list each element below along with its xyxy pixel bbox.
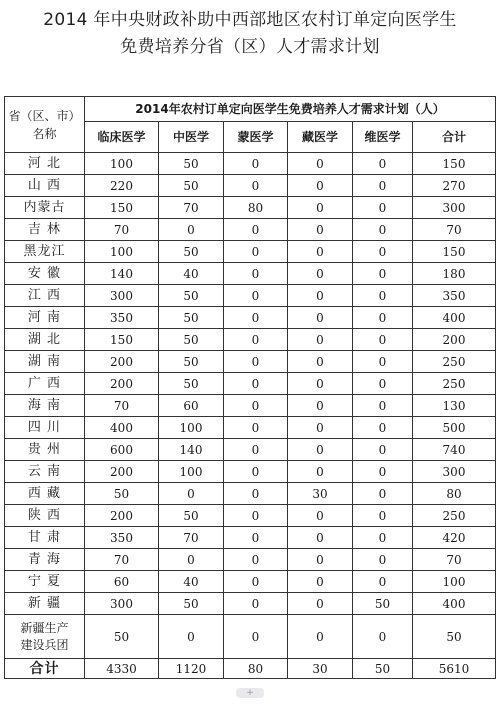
province-cell: 湖 北: [5, 329, 85, 351]
value-cell: 0: [288, 307, 353, 329]
column-header: 维医学: [353, 122, 413, 153]
column-header: 蒙医学: [224, 122, 288, 153]
value-cell: 0: [353, 263, 413, 285]
value-cell: 350: [413, 285, 496, 307]
province-cell: 河 南: [5, 307, 85, 329]
value-cell: 50: [159, 285, 224, 307]
value-cell: 0: [353, 219, 413, 241]
value-cell: 100: [85, 241, 159, 263]
value-cell: 100: [159, 461, 224, 483]
value-cell: 200: [85, 461, 159, 483]
value-cell: 40: [159, 263, 224, 285]
value-cell: 350: [85, 527, 159, 549]
value-cell: 0: [288, 571, 353, 593]
total-value-cell: 30: [288, 659, 353, 679]
value-cell: 0: [353, 285, 413, 307]
table-row: [5, 351, 496, 373]
table-row: [5, 461, 496, 483]
value-cell: 0: [224, 351, 288, 373]
value-cell: 70: [159, 527, 224, 549]
value-cell: 0: [224, 373, 288, 395]
value-cell: 60: [85, 571, 159, 593]
value-cell: 0: [353, 615, 413, 659]
page-title-line-2: 免费培养分省（区）人才需求计划: [120, 37, 380, 57]
value-cell: 150: [85, 329, 159, 351]
value-cell: 50: [413, 615, 496, 659]
value-cell: 140: [159, 439, 224, 461]
value-cell: 0: [353, 241, 413, 263]
value-cell: 0: [353, 307, 413, 329]
total-value-cell: 4330: [85, 659, 159, 679]
value-cell: 0: [224, 219, 288, 241]
table-row: [5, 329, 496, 351]
table-row: [5, 373, 496, 395]
province-cell: 新 疆: [5, 593, 85, 615]
value-cell: 0: [224, 483, 288, 505]
page-title-line-1: 2014 年中央财政补助中西部地区农村订单定向医学生: [43, 10, 457, 30]
value-cell: 0: [288, 373, 353, 395]
value-cell: 150: [85, 197, 159, 219]
value-cell: 0: [353, 483, 413, 505]
value-cell: 0: [159, 549, 224, 571]
value-cell: 0: [224, 505, 288, 527]
table-body: [5, 153, 496, 679]
value-cell: 250: [413, 351, 496, 373]
value-cell: 0: [353, 417, 413, 439]
column-header: 藏医学: [288, 122, 353, 153]
province-cell: 河 北: [5, 153, 85, 175]
province-cell: 青 海: [5, 549, 85, 571]
value-cell: 220: [85, 175, 159, 197]
value-cell: 0: [353, 373, 413, 395]
province-header-line-1: 省（区、市）: [8, 108, 81, 123]
value-cell: 0: [224, 439, 288, 461]
value-cell: 0: [353, 153, 413, 175]
table-row: [5, 439, 496, 461]
value-cell: 0: [224, 329, 288, 351]
value-cell: 0: [288, 351, 353, 373]
value-cell: 0: [288, 219, 353, 241]
value-cell: 0: [288, 527, 353, 549]
value-cell: 250: [413, 505, 496, 527]
value-cell: 70: [85, 395, 159, 417]
value-cell: 0: [353, 329, 413, 351]
value-cell: 0: [224, 549, 288, 571]
talent-demand-table: [4, 96, 496, 679]
table-row: [5, 263, 496, 285]
value-cell: 50: [159, 329, 224, 351]
value-cell: 200: [85, 351, 159, 373]
value-cell: 740: [413, 439, 496, 461]
total-label: 合计: [5, 659, 85, 679]
value-cell: 50: [85, 483, 159, 505]
value-cell: 300: [413, 461, 496, 483]
value-cell: 0: [353, 571, 413, 593]
value-cell: 50: [159, 241, 224, 263]
table-row: [5, 153, 496, 175]
value-cell: 350: [85, 307, 159, 329]
table-row: [5, 483, 496, 505]
value-cell: 0: [288, 395, 353, 417]
value-cell: 400: [413, 593, 496, 615]
value-cell: 0: [159, 615, 224, 659]
province-cell: 江 西: [5, 285, 85, 307]
value-cell: 50: [159, 307, 224, 329]
value-cell: 300: [85, 285, 159, 307]
value-cell: 50: [159, 593, 224, 615]
province-cell: 黑龙江: [5, 241, 85, 263]
province-cell: 陕 西: [5, 505, 85, 527]
value-cell: 420: [413, 527, 496, 549]
value-cell: 300: [85, 593, 159, 615]
value-cell: 600: [85, 439, 159, 461]
value-cell: 400: [413, 307, 496, 329]
value-cell: 0: [353, 351, 413, 373]
value-cell: 50: [353, 593, 413, 615]
value-cell: 150: [413, 241, 496, 263]
total-value-cell: 1120: [159, 659, 224, 679]
value-cell: 0: [224, 307, 288, 329]
value-cell: 80: [224, 197, 288, 219]
value-cell: 0: [288, 461, 353, 483]
value-cell: 100: [413, 571, 496, 593]
table-row: [5, 241, 496, 263]
value-cell: 0: [224, 241, 288, 263]
value-cell: 70: [85, 219, 159, 241]
value-cell: 0: [159, 219, 224, 241]
table-row: [5, 527, 496, 549]
value-cell: 0: [224, 175, 288, 197]
value-cell: 0: [353, 527, 413, 549]
page-marker: +: [236, 688, 264, 698]
value-cell: 50: [159, 373, 224, 395]
value-cell: 200: [85, 373, 159, 395]
province-cell: 四 川: [5, 417, 85, 439]
value-cell: 150: [413, 153, 496, 175]
value-cell: 0: [224, 153, 288, 175]
province-cell: 云 南: [5, 461, 85, 483]
value-cell: 50: [159, 351, 224, 373]
value-cell: 70: [413, 549, 496, 571]
value-cell: 70: [85, 549, 159, 571]
province-cell: 贵 州: [5, 439, 85, 461]
table-row: [5, 505, 496, 527]
value-cell: 0: [288, 175, 353, 197]
value-cell: 50: [159, 505, 224, 527]
value-cell: 0: [224, 285, 288, 307]
column-header: 合计: [413, 122, 496, 153]
column-header: 中医学: [159, 122, 224, 153]
value-cell: 70: [413, 219, 496, 241]
value-cell: 0: [288, 417, 353, 439]
table-row: [5, 175, 496, 197]
value-cell: 0: [288, 615, 353, 659]
value-cell: 0: [224, 527, 288, 549]
value-cell: 100: [85, 153, 159, 175]
value-cell: 50: [85, 615, 159, 659]
value-cell: 50: [159, 153, 224, 175]
value-cell: 60: [159, 395, 224, 417]
value-cell: 0: [288, 285, 353, 307]
table-row: [5, 395, 496, 417]
province-cell: 湖 南: [5, 351, 85, 373]
value-cell: 250: [413, 373, 496, 395]
province-cell: 吉 林: [5, 219, 85, 241]
value-cell: 300: [413, 197, 496, 219]
value-cell: 400: [85, 417, 159, 439]
value-cell: 0: [353, 461, 413, 483]
province-cell: 宁 夏: [5, 571, 85, 593]
group-header: 2014年农村订单定向医学生免费培养人才需求计划（人）: [85, 97, 496, 122]
province-cell: 海 南: [5, 395, 85, 417]
value-cell: 0: [288, 549, 353, 571]
value-cell: 200: [413, 329, 496, 351]
province-cell: [5, 615, 85, 659]
value-cell: 0: [224, 395, 288, 417]
value-cell: 130: [413, 395, 496, 417]
value-cell: 0: [224, 263, 288, 285]
value-cell: 140: [85, 263, 159, 285]
value-cell: 30: [288, 483, 353, 505]
province-cell: 内蒙古: [5, 197, 85, 219]
value-cell: 0: [288, 263, 353, 285]
table-row: [5, 615, 496, 659]
table-row: [5, 219, 496, 241]
table-row: [5, 285, 496, 307]
province-cell: 山 西: [5, 175, 85, 197]
value-cell: 180: [413, 263, 496, 285]
column-header: 临床医学: [85, 122, 159, 153]
province-cell: 广 西: [5, 373, 85, 395]
value-cell: 0: [288, 241, 353, 263]
value-cell: 0: [288, 153, 353, 175]
value-cell: 0: [353, 175, 413, 197]
province-cell-line: 建设兵团: [20, 637, 69, 652]
value-cell: 0: [224, 593, 288, 615]
value-cell: 270: [413, 175, 496, 197]
table-row: [5, 197, 496, 219]
total-value-cell: 5610: [413, 659, 496, 679]
province-header-line-2: 名称: [32, 126, 57, 141]
value-cell: 0: [288, 505, 353, 527]
value-cell: 0: [288, 329, 353, 351]
province-cell-line: 新疆生产: [20, 620, 69, 635]
value-cell: 40: [159, 571, 224, 593]
province-cell: 安 徽: [5, 263, 85, 285]
total-value-cell: 50: [353, 659, 413, 679]
value-cell: 0: [224, 615, 288, 659]
table-row: [5, 307, 496, 329]
value-cell: 0: [159, 483, 224, 505]
value-cell: 0: [288, 197, 353, 219]
value-cell: 200: [85, 505, 159, 527]
table-row: [5, 549, 496, 571]
value-cell: 70: [159, 197, 224, 219]
value-cell: 50: [159, 175, 224, 197]
value-cell: 0: [224, 461, 288, 483]
value-cell: 0: [288, 439, 353, 461]
province-cell: 甘 肃: [5, 527, 85, 549]
value-cell: 500: [413, 417, 496, 439]
value-cell: 80: [413, 483, 496, 505]
table-row: [5, 593, 496, 615]
value-cell: 0: [353, 505, 413, 527]
value-cell: 0: [353, 549, 413, 571]
table-row: [5, 417, 496, 439]
value-cell: 0: [353, 395, 413, 417]
value-cell: 0: [353, 197, 413, 219]
province-header: [5, 97, 85, 153]
value-cell: 0: [353, 439, 413, 461]
table-row: [5, 571, 496, 593]
total-row: [5, 659, 496, 679]
value-cell: 100: [159, 417, 224, 439]
total-value-cell: 80: [224, 659, 288, 679]
value-cell: 0: [224, 571, 288, 593]
value-cell: 0: [224, 417, 288, 439]
province-cell: 西 藏: [5, 483, 85, 505]
value-cell: 0: [288, 593, 353, 615]
